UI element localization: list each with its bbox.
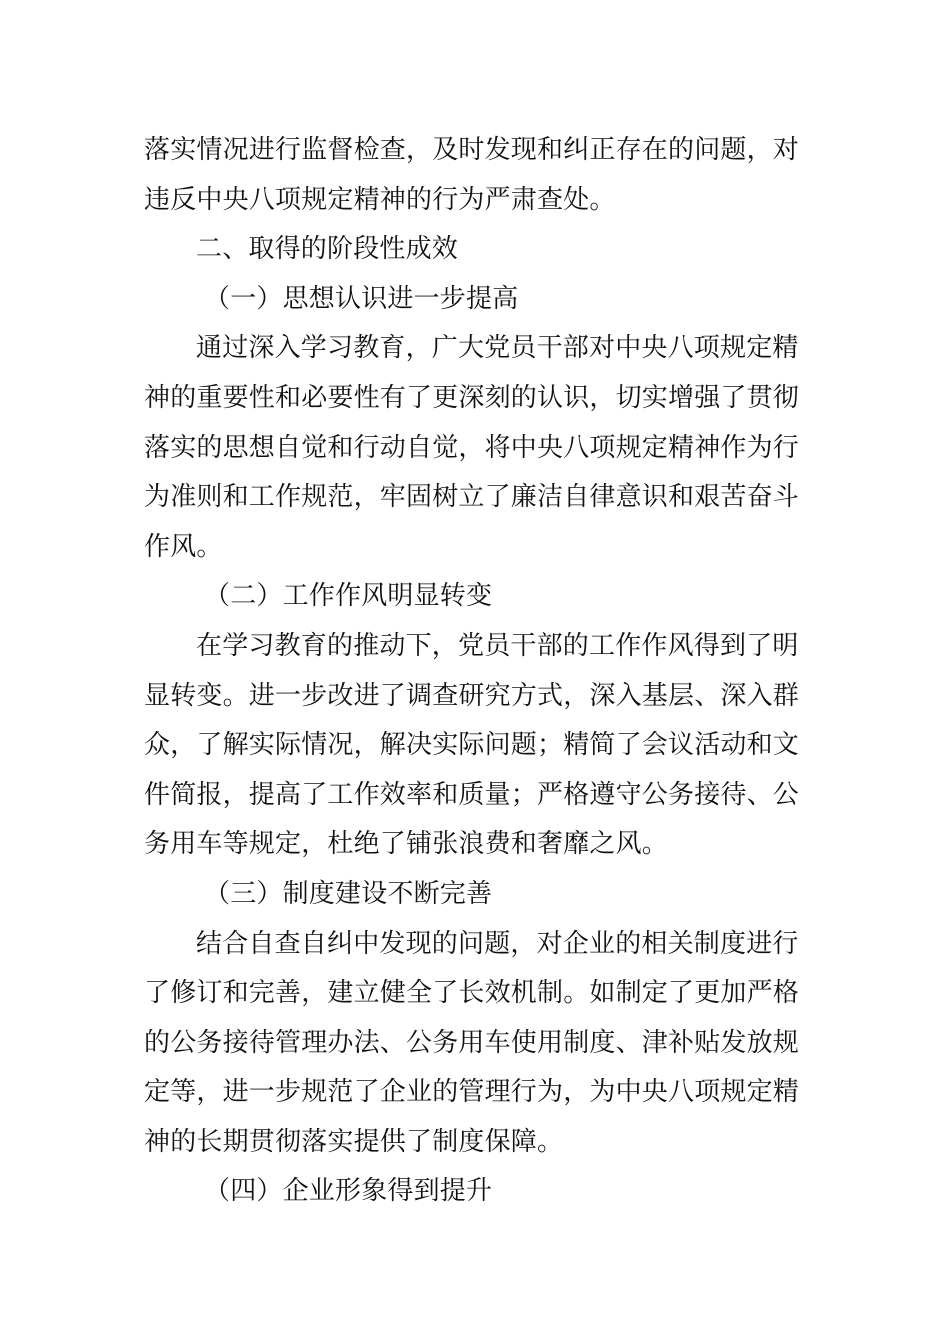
paragraph-line: 件简报，提高了工作效率和质量；严格遵守公务接待、公 [144,779,800,810]
paragraph-line: 神的重要性和必要性有了更深刻的认识，切实增强了贯彻 [144,382,800,413]
paragraph-line: 的公务接待管理办法、公务用车使用制度、津补贴发放规 [144,1027,800,1058]
paragraph-line: 了修订和完善，建立健全了长效机制。如制定了更加严格 [144,978,800,1009]
subsection-heading-2: （二）工作作风明显转变 [204,581,493,612]
paragraph-line: 落实的思想自觉和行动自觉，将中央八项规定精神作为行 [144,432,800,463]
paragraph-line: 务用车等规定，杜绝了铺张浪费和奢靡之风。 [144,829,669,860]
paragraph-line: 通过深入学习教育，广大党员干部对中央八项规定精 [196,333,799,364]
paragraph-line: 作风。 [144,531,223,562]
intro-line: 落实情况进行监督检查，及时发现和纠正存在的问题，对 [144,135,800,165]
paragraph-line: 在学习教育的推动下，党员干部的工作作风得到了明 [196,630,799,661]
subsection-heading-4: （四）企业形象得到提升 [204,1176,493,1207]
paragraph-line: 众，了解实际情况，解决实际问题；精简了会议活动和文 [144,730,800,761]
paragraph-line: 结合自查自纠中发现的问题，对企业的相关制度进行 [196,928,799,959]
subsection-heading-3: （三）制度建设不断完善 [204,878,493,909]
section-heading: 二、取得的阶段性成效 [196,234,459,265]
paragraph-line: 为准则和工作规范，牢固树立了廉洁自律意识和艰苦奋斗 [144,482,800,513]
intro-line: 违反中央八项规定精神的行为严肃查处。 [144,184,616,215]
paragraph-line: 神的长期贯彻落实提供了制度保障。 [144,1126,564,1157]
paragraph-line: 定等，进一步规范了企业的管理行为，为中央八项规定精 [144,1077,800,1108]
subsection-heading-1: （一）思想认识进一步提高 [204,283,519,314]
document-page [144,126,808,1217]
paragraph-line: 显转变。进一步改进了调查研究方式，深入基层、深入群 [144,680,800,711]
